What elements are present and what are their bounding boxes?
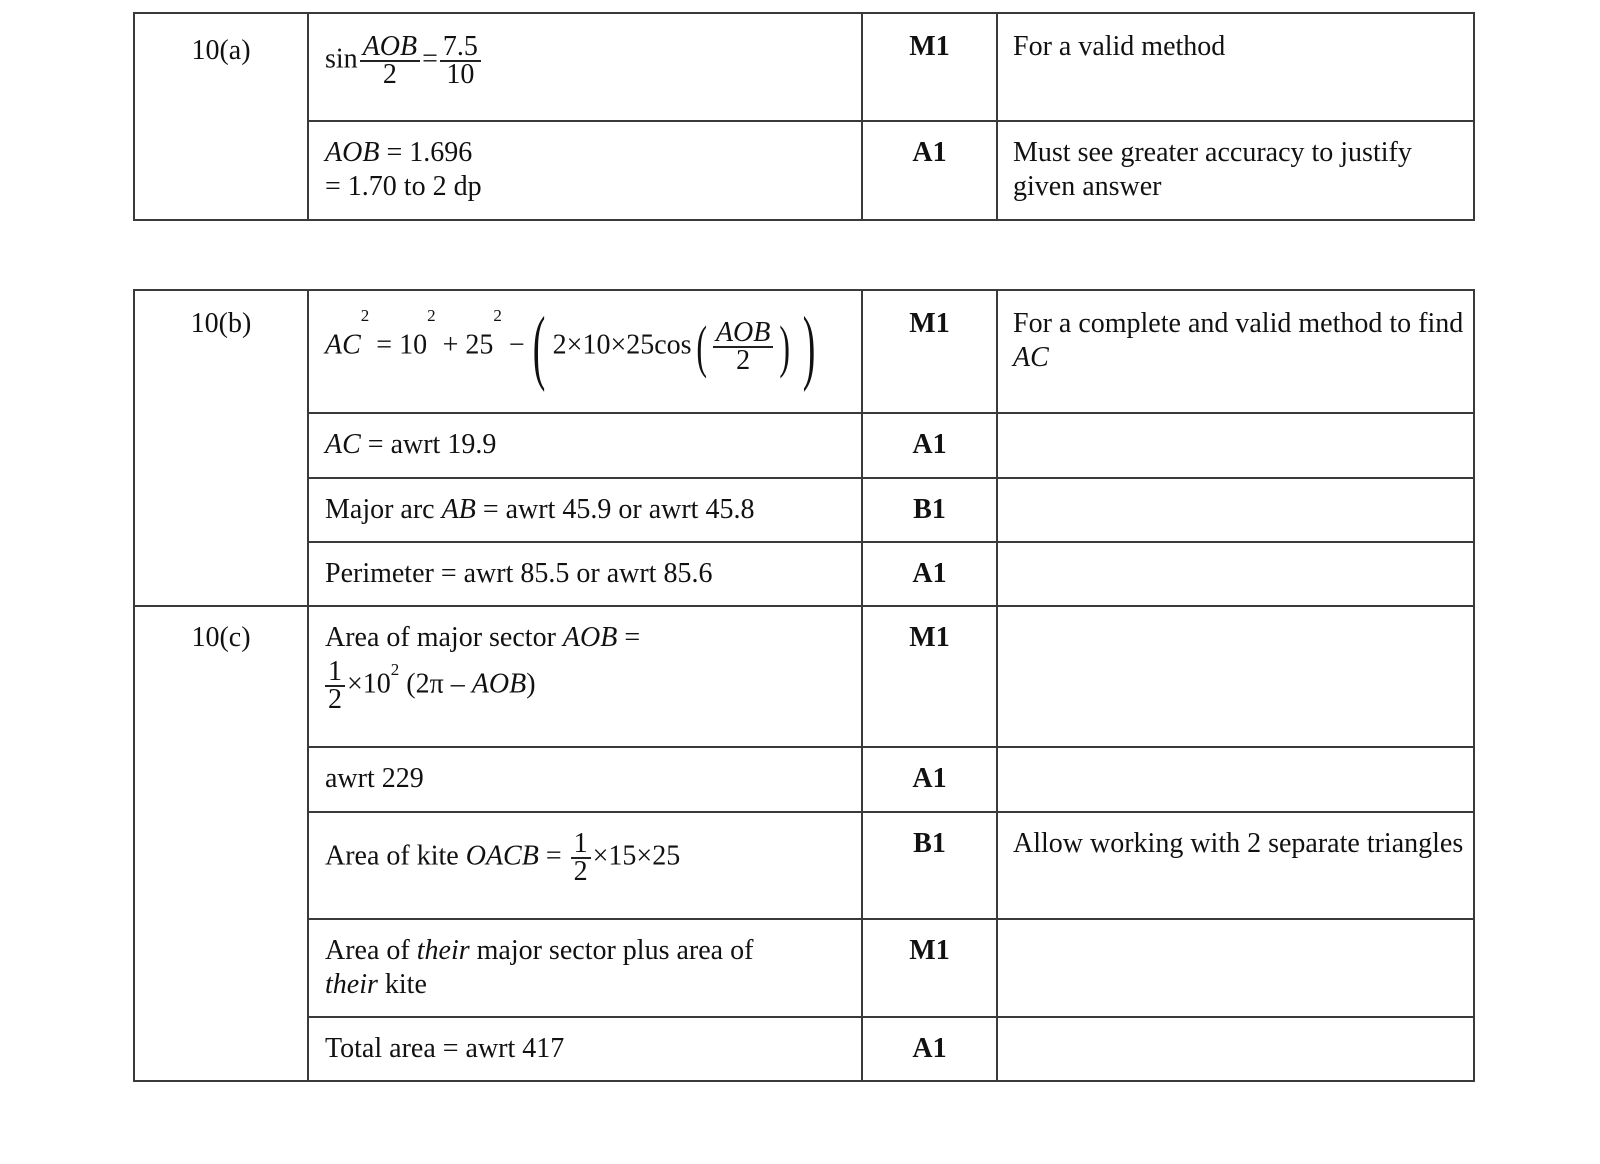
value: = 1.696 [379, 137, 473, 168]
variable: AB [441, 494, 476, 525]
term: ) [526, 668, 536, 700]
guidance-note [997, 747, 1474, 812]
guidance-note [997, 478, 1474, 542]
sin-text: sin [325, 43, 358, 75]
working-cell: awrt 229 [308, 747, 862, 812]
mark-code: A1 [862, 542, 997, 606]
guidance-note [997, 919, 1474, 1017]
variable: AC [1013, 342, 1049, 373]
working-cell [308, 606, 862, 747]
fraction [713, 317, 773, 376]
mark-scheme-table-a [133, 12, 1475, 221]
term: ×10 [347, 668, 391, 700]
table-row [134, 413, 1474, 478]
table-row [134, 290, 1474, 413]
question-number: 10(a) [134, 13, 308, 220]
text: = [617, 622, 641, 653]
working-cell [308, 919, 862, 1017]
working-cell [308, 13, 862, 121]
note-text: For a complete and valid method to find [1013, 308, 1464, 339]
table-row [134, 1017, 1474, 1081]
text: Area of major sector [325, 622, 563, 653]
numerator: 1 [325, 659, 345, 687]
denominator: 2 [382, 59, 397, 90]
guidance-note [997, 1017, 1474, 1081]
value: = awrt 45.9 or awrt 45.8 [475, 494, 755, 525]
guidance-note: Must see greater accuracy to justify given answer [997, 121, 1474, 220]
denominator: 2 [736, 345, 751, 376]
emphasis: their [325, 969, 378, 1000]
table-row [134, 13, 1474, 121]
open-paren: ( [532, 300, 545, 393]
text: Area of kite [325, 840, 466, 872]
equals: = [538, 840, 569, 872]
term: + 25 [435, 329, 494, 361]
text: kite [377, 969, 427, 1000]
mark-scheme-table-b [133, 289, 1475, 1082]
working-cell: Perimeter = awrt 85.5 or awrt 85.6 [308, 542, 862, 606]
working-cell: $AC^2 = 10^2 + 25^2$ −( 2×10×25cos( $\frac{\text{AOB}}{2}$ ) ) [308, 290, 862, 413]
table-row [134, 606, 1474, 747]
term: ×15×25 [592, 840, 681, 872]
fraction [325, 656, 345, 715]
text: major sector plus area of [469, 935, 754, 966]
close-paren: ) [779, 314, 791, 379]
numerator: 7.5 [440, 34, 481, 62]
working-cell [308, 478, 862, 542]
table-row [134, 542, 1474, 606]
guidance-note [997, 413, 1474, 478]
numerator: AOB [715, 317, 771, 348]
minus-sign: − [501, 329, 525, 361]
denominator: 10 [446, 59, 475, 90]
working-cell [308, 121, 862, 220]
fraction [360, 31, 420, 90]
mark-code: M1 [862, 13, 997, 121]
table-row [134, 747, 1474, 812]
mark-code: M1 [862, 919, 997, 1017]
mark-code: M1 [862, 290, 997, 413]
table-row [134, 121, 1474, 220]
question-number: 10(b) [134, 290, 308, 606]
mark-code: M1 [862, 606, 997, 747]
mark-code: B1 [862, 478, 997, 542]
variable: AOB [562, 622, 618, 653]
question-number: 10(c) [134, 606, 308, 1081]
mark-code: A1 [862, 413, 997, 478]
variable: AOB [325, 137, 380, 168]
table-row [134, 812, 1474, 919]
cos-term: 2×10×25cos [552, 329, 692, 361]
emphasis: their [416, 935, 470, 966]
working-cell [308, 413, 862, 478]
working-line: $\frac{1}{2}$ $\times 10^2$ (2π – AOB) [325, 659, 861, 713]
text: Area of [325, 935, 417, 966]
numerator: AOB [362, 31, 418, 62]
table-row [134, 919, 1474, 1017]
working-line: = 1.70 to 2 dp [325, 171, 482, 202]
table-row [134, 478, 1474, 542]
guidance-note [997, 606, 1474, 747]
mark-code: B1 [862, 812, 997, 919]
working-line [325, 621, 861, 655]
value: = awrt 19.9 [360, 429, 497, 460]
equals: = [422, 43, 438, 75]
working-line [325, 136, 861, 170]
working-cell [308, 812, 862, 919]
mark-code: A1 [862, 747, 997, 812]
mark-code: A1 [862, 121, 997, 220]
open-paren: ( [695, 314, 707, 379]
variable: AC [325, 429, 361, 460]
guidance-note [997, 290, 1474, 413]
variable: AOB [471, 668, 527, 700]
mark-code: A1 [862, 1017, 997, 1081]
denominator: 2 [328, 684, 342, 715]
variable: AC [325, 329, 361, 361]
term: = 10 [369, 329, 428, 361]
variable: OACB [465, 840, 539, 872]
term: (2π – [406, 668, 472, 700]
guidance-note: For a valid method [997, 13, 1474, 121]
fraction [440, 31, 481, 90]
close-paren: ) [802, 300, 815, 393]
working-cell: Total area = awrt 417 [308, 1017, 862, 1081]
fraction [571, 828, 591, 887]
guidance-note [997, 542, 1474, 606]
guidance-note: Allow working with 2 separate triangles [997, 812, 1474, 919]
denominator: 2 [573, 856, 588, 887]
text: Major arc [325, 494, 442, 525]
numerator: 1 [571, 831, 591, 859]
